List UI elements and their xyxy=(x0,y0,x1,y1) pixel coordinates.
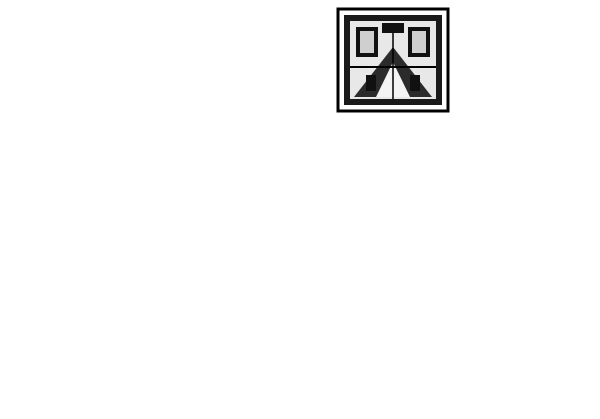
journal-logo-icon xyxy=(336,7,450,113)
